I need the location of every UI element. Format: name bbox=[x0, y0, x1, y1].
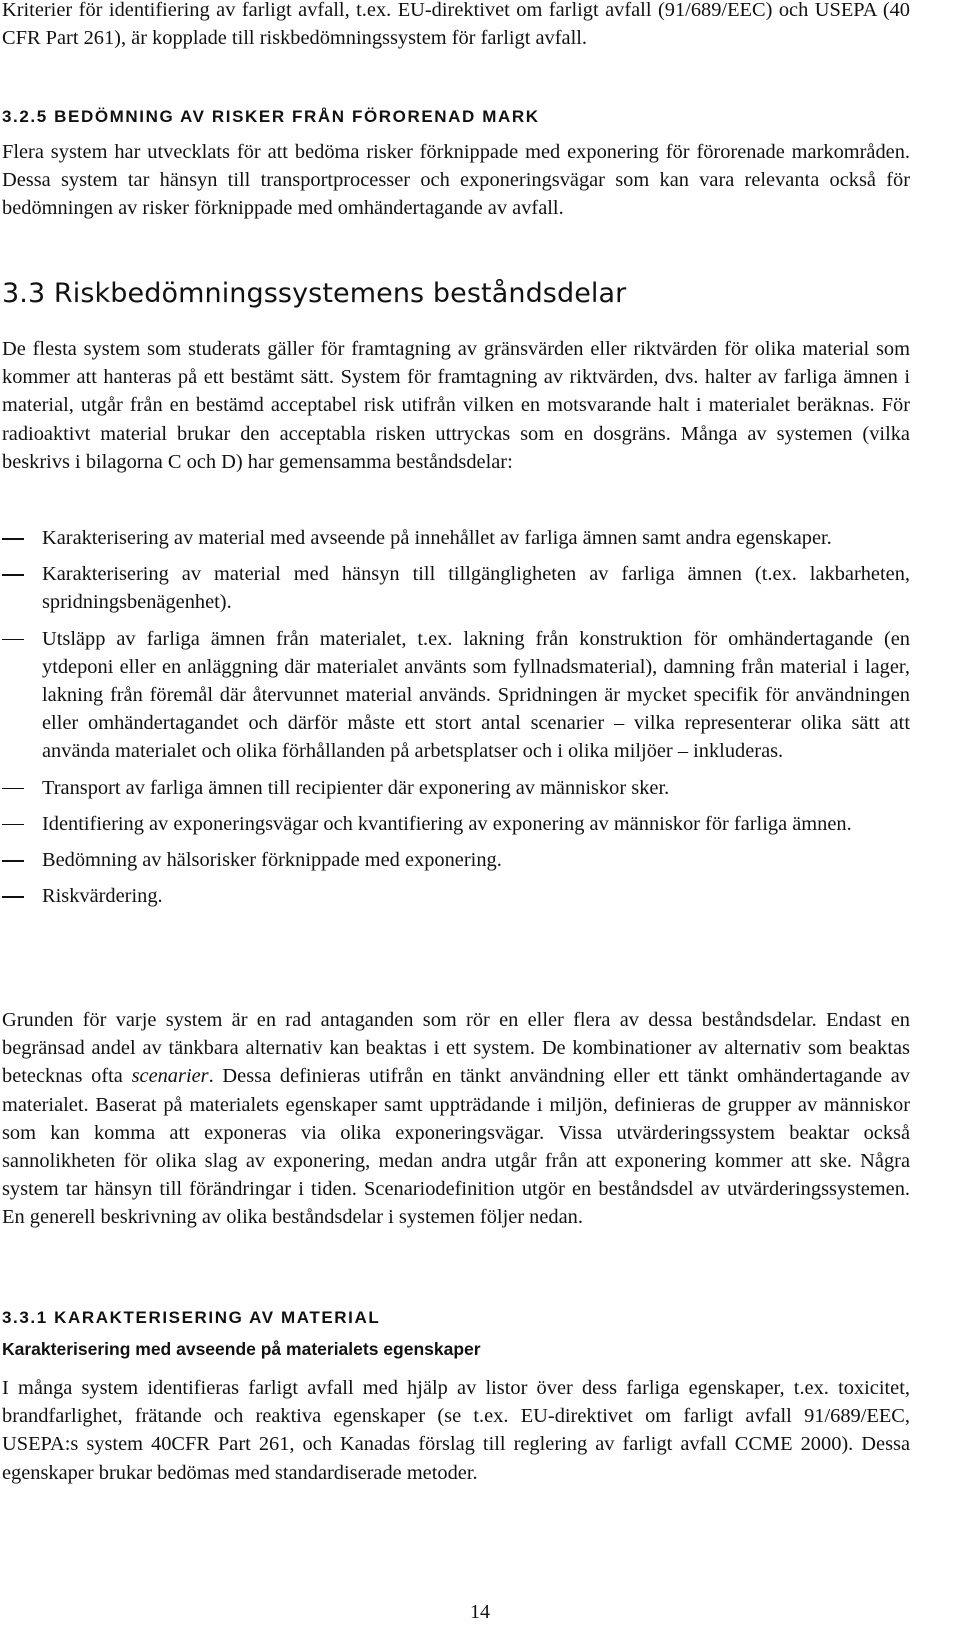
intro-paragraph: Kriterier för identifiering av farligt avfall, t.ex. EU-direktivet om farligt avfall (91/689/EEC) och USEPA (40 CFR Part 261), är kopplade till riskbedömningssystem för farligt avfall. bbox=[2, 0, 910, 50]
section-3-3-1-subheading: Karakterisering med avseende på materialets egenskaper bbox=[2, 1339, 481, 1359]
scenario-text-before: Grunden för varje system är en rad antaganden som rör en eller flera av dessa beståndsdelar. Endast en begränsad andel av tänkbara alternativ kan beaktas i ett system. De kombinationer av alternativ som beaktas betecknas ofta bbox=[2, 1009, 910, 1088]
components-list bbox=[2, 524, 910, 918]
list-item: Bedömning av hälsorisker förknippade med exponering. bbox=[2, 846, 910, 874]
scenario-text-after: . Dessa definieras utifrån en tänkt användning eller ett tänkt omhändertagande av materialet. Baserat på materialets egenskaper samt uppträdande i miljön, definieras de grupper av människor som kan komma att exponeras via olika exponeringsvägar. Vissa utvärderingssystem beaktar också sannolikheten för olika slag av exponering, medan andra utgår från att exponering kommer att ske. Några system tar hänsyn till förändringar i tiden. Scenariodefinition utgör en beståndsdel av utvärderingssystemen. En generell beskrivning av olika beståndsdelar i systemen följer nedan. bbox=[2, 1065, 910, 1229]
list-item: Transport av farliga ämnen till recipienter där exponering av människor sker. bbox=[2, 774, 910, 802]
section-heading-3-2-5: 3.2.5 BEDÖMNING AV RISKER FRÅN FÖRORENAD MARK bbox=[2, 107, 540, 126]
section-3-3-1-body: I många system identifieras farligt avfall med hjälp av listor över dess farliga egenskaper, t.ex. toxicitet, brandfarlighet, frätande och reaktiva egenskaper (se t.ex. EU-direktivet om farligt avfall 91/689/EEC, USEPA:s system 40CFR Part 261, och Kanadas förslag till reglering av farligt avfall CCME 2000). Dessa egenskaper brukar bedömas med standardiserade metoder. bbox=[2, 1377, 910, 1484]
section-3-2-5-body: Flera system har utvecklats för att bedöma risker förknippade med exponering för förorenade markområden. Dessa system tar hänsyn till transportprocesser och exponeringsvägar som kan vara relevanta också för bedömningen av risker förknippade med omhändertagande av avfall. bbox=[2, 141, 910, 220]
scenario-term: scenarier bbox=[131, 1065, 209, 1088]
list-item: Karakterisering av material med hänsyn till tillgängligheten av farliga ämnen (t.ex. lakbarheten, spridningsbenägenhet). bbox=[2, 560, 910, 616]
list-item: Identifiering av exponeringsvägar och kvantifiering av exponering av människor för farliga ämnen. bbox=[2, 810, 910, 838]
section-heading-3-3-1: 3.3.1 KARAKTERISERING AV MATERIAL bbox=[2, 1308, 381, 1327]
list-item: Utsläpp av farliga ämnen från materialet, t.ex. lakning från konstruktion för omhändertagande (en ytdeponi eller en anläggning där materialet använts som fyllnadsmaterial), damning från material i lager, lakning från föremål där återvunnet material används. Spridningen är mycket specifik för användningen eller omhändertagandet och därför måste ett stort antal scenarier – vilka representerar olika sätt att använda materialet och olika förhållanden på arbetsplatser och i olika miljöer – inkluderas. bbox=[2, 625, 910, 766]
page-number: 14 bbox=[470, 1601, 490, 1623]
section-3-3-body: De flesta system som studerats gäller för framtagning av gränsvärden eller riktvärden för olika material som kommer att hanteras på ett bestämt sätt. System för framtagning av riktvärden, dvs. halter av farliga ämnen i material, utgår från en bestämd acceptabel risk utifrån vilken en motsvarande halt i materialet beräknas. För radioaktivt material brukar den acceptabla risken uttryckas som en dosgräns. Många av systemen (vilka beskrivs i bilagorna C och D) har gemensamma beståndsdelar: bbox=[2, 338, 910, 473]
list-item: Riskvärdering. bbox=[2, 882, 910, 910]
list-item: Karakterisering av material med avseende på innehållet av farliga ämnen samt andra egenskaper. bbox=[2, 524, 910, 552]
section-heading-3-3: 3.3 Riskbedömningssystemens beståndsdelar bbox=[2, 278, 627, 309]
scenario-paragraph bbox=[2, 1006, 910, 1232]
